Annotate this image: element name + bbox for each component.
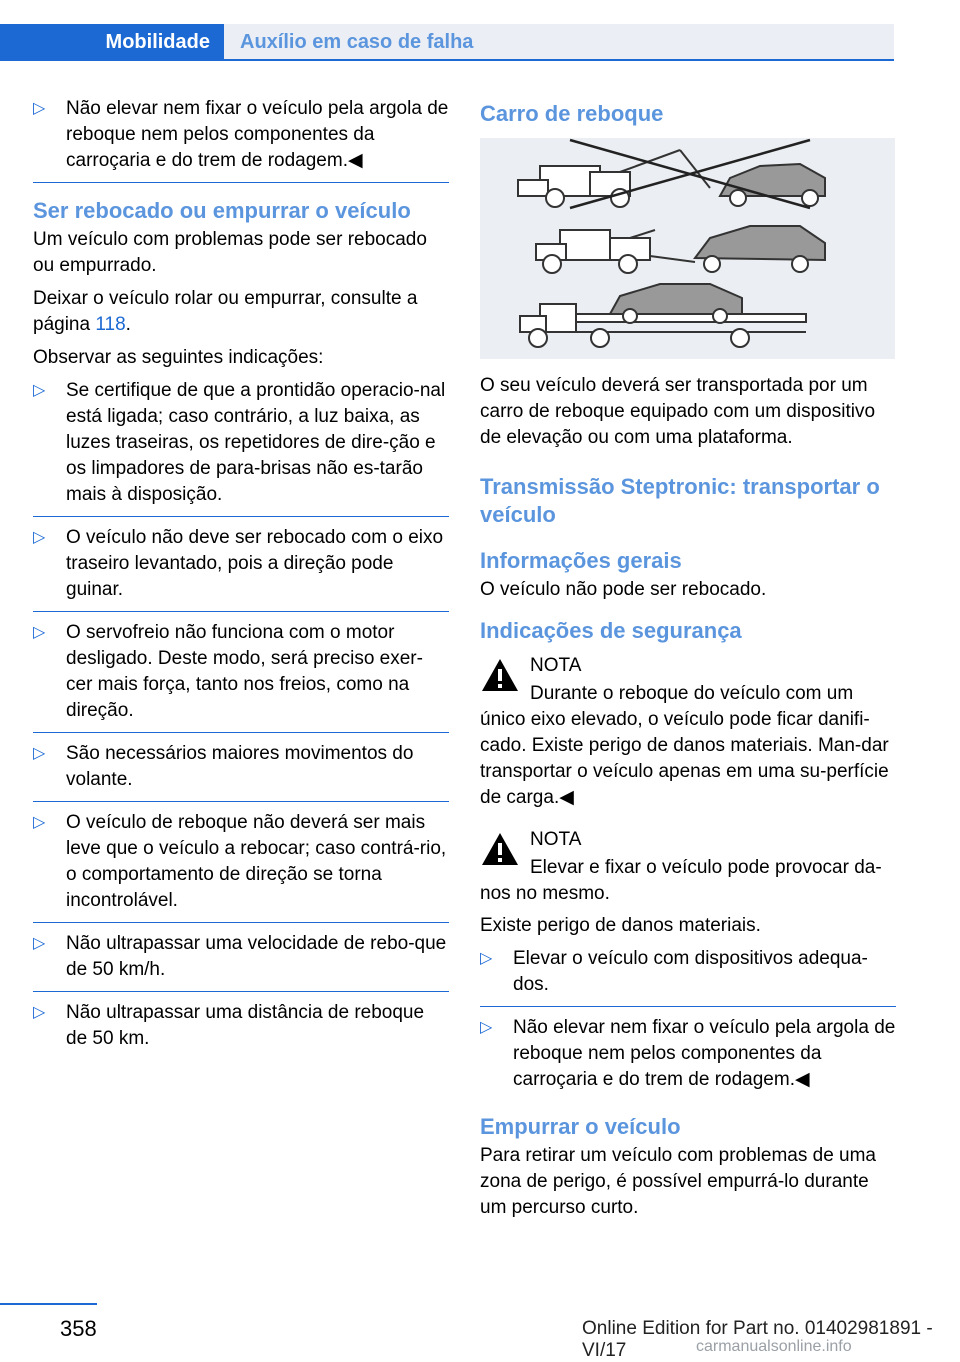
warning-text: Durante o reboque do veículo com um único eixo elevado, o veículo pode ficar danifi-cado. Existe perigo de danos materiais. Man-dar transportar o veículo apenas em uma su-perfície de carga.◀: [480, 683, 889, 808]
subheading-general: Informações gerais: [480, 548, 682, 573]
instruction-list: [480, 946, 896, 1101]
chapter-tab: Auxílio em caso de falha: [224, 24, 894, 60]
warning-text: Elevar e fixar o veículo pode provocar da-nos no mesmo.: [480, 857, 882, 904]
watermark: carmanualsonline.info: [696, 1338, 852, 1355]
header-divider: [0, 59, 894, 61]
left-column: [33, 96, 449, 1068]
triangle-right-icon: ▷: [33, 814, 46, 831]
list-item: ▷ Se certifique de que a prontidão operacio-nal está ligada; caso contrário, a luz baixa, as luzes traseiras, os repetidores de dire-ção e os limpadores de para-brisas não es-tarão mais à disposição.: [33, 378, 449, 517]
page-header: [0, 0, 960, 62]
list-item: ▷ O servofreio não funciona com o motor desligado. Deste modo, será preciso exer-cer mais força, tanto nos freios, como na direção.: [33, 620, 449, 733]
page-link[interactable]: 118: [95, 314, 126, 335]
list-item: ▷ O veículo não deve ser rebocado com o eixo traseiro levantado, pois a direção pode guinar.: [33, 525, 449, 612]
triangle-right-icon: ▷: [480, 1019, 493, 1036]
paragraph-page-ref: Deixar o veículo rolar ou empurrar, consulte a página 118.: [33, 288, 418, 335]
triangle-right-icon: ▷: [33, 100, 46, 117]
subheading-safety: Indicações de segurança: [480, 618, 742, 643]
paragraph: Um veículo com problemas pode ser rebocado ou empurrado.: [33, 229, 427, 276]
section-heading-steptronic: Transmissão Steptronic: transportar o veículo: [480, 474, 880, 527]
triangle-right-icon: ▷: [33, 935, 46, 952]
page-number: 358: [60, 1316, 97, 1341]
instruction-list: [33, 378, 449, 1060]
warning-title: NOTA: [530, 655, 582, 676]
warning-triangle-icon: [480, 657, 520, 693]
triangle-right-icon: ▷: [33, 382, 46, 399]
triangle-right-icon: ▷: [33, 745, 46, 762]
list-item: ▷ Não ultrapassar uma distância de reboque de 50 km.: [33, 1002, 425, 1049]
paragraph: Observar as seguintes indicações:: [33, 347, 324, 368]
list-item: ▷ São necessários maiores movimentos do volante.: [33, 741, 449, 802]
paragraph: Para retirar um veículo com problemas de uma zona de perigo, é possível empurrá-lo durante um percurso curto.: [480, 1145, 876, 1218]
right-column: [480, 100, 896, 1228]
tow-truck-illustration: [480, 138, 895, 359]
section-tab: Mobilidade: [0, 24, 224, 60]
warning-title: NOTA: [530, 829, 582, 850]
warning-notice: [480, 827, 896, 907]
section-heading-tow-truck: Carro de reboque: [480, 101, 664, 126]
paragraph: Existe perigo de danos materiais.: [480, 915, 761, 936]
triangle-right-icon: ▷: [480, 950, 493, 967]
footer-divider: [0, 1303, 97, 1305]
list-item: ▷ O veículo de reboque não deverá ser mais leve que o veículo a rebocar; caso contrá-rio, o comportamento de direção se torna incontrolável.: [33, 810, 449, 923]
triangle-right-icon: ▷: [33, 529, 46, 546]
edition-note: Online Edition for Part no. 01402981891 - VI/17: [582, 1318, 933, 1361]
paragraph: O seu veículo deverá ser transportada por um carro de reboque equipado com um dispositivo de elevação ou com uma plataforma.: [480, 375, 876, 448]
list-item: [33, 96, 449, 183]
warning-triangle-icon: [480, 831, 520, 867]
list-item: ▷ Não ultrapassar uma velocidade de rebo-que de 50 km/h.: [33, 931, 449, 992]
paragraph: O veículo não pode ser rebocado.: [480, 579, 767, 600]
list-item: ▷ Elevar o veículo com dispositivos adequa-dos.: [480, 946, 896, 1007]
warning-notice: [480, 653, 896, 811]
section-heading-push: Empurrar o veículo: [480, 1114, 681, 1139]
section-heading-tow-push: Ser rebocado ou empurrar o veículo: [33, 198, 411, 223]
list-item: ▷ Não elevar nem fixar o veículo pela argola de reboque nem pelos componentes da carroçaria e do trem de rodagem.◀: [480, 1017, 896, 1090]
triangle-right-icon: ▷: [33, 624, 46, 641]
triangle-right-icon: ▷: [33, 1004, 46, 1021]
bullet-text: Não elevar nem fixar o veículo pela argola de reboque nem pelos componentes da carroçaria e do trem de rodagem.◀: [66, 98, 449, 171]
